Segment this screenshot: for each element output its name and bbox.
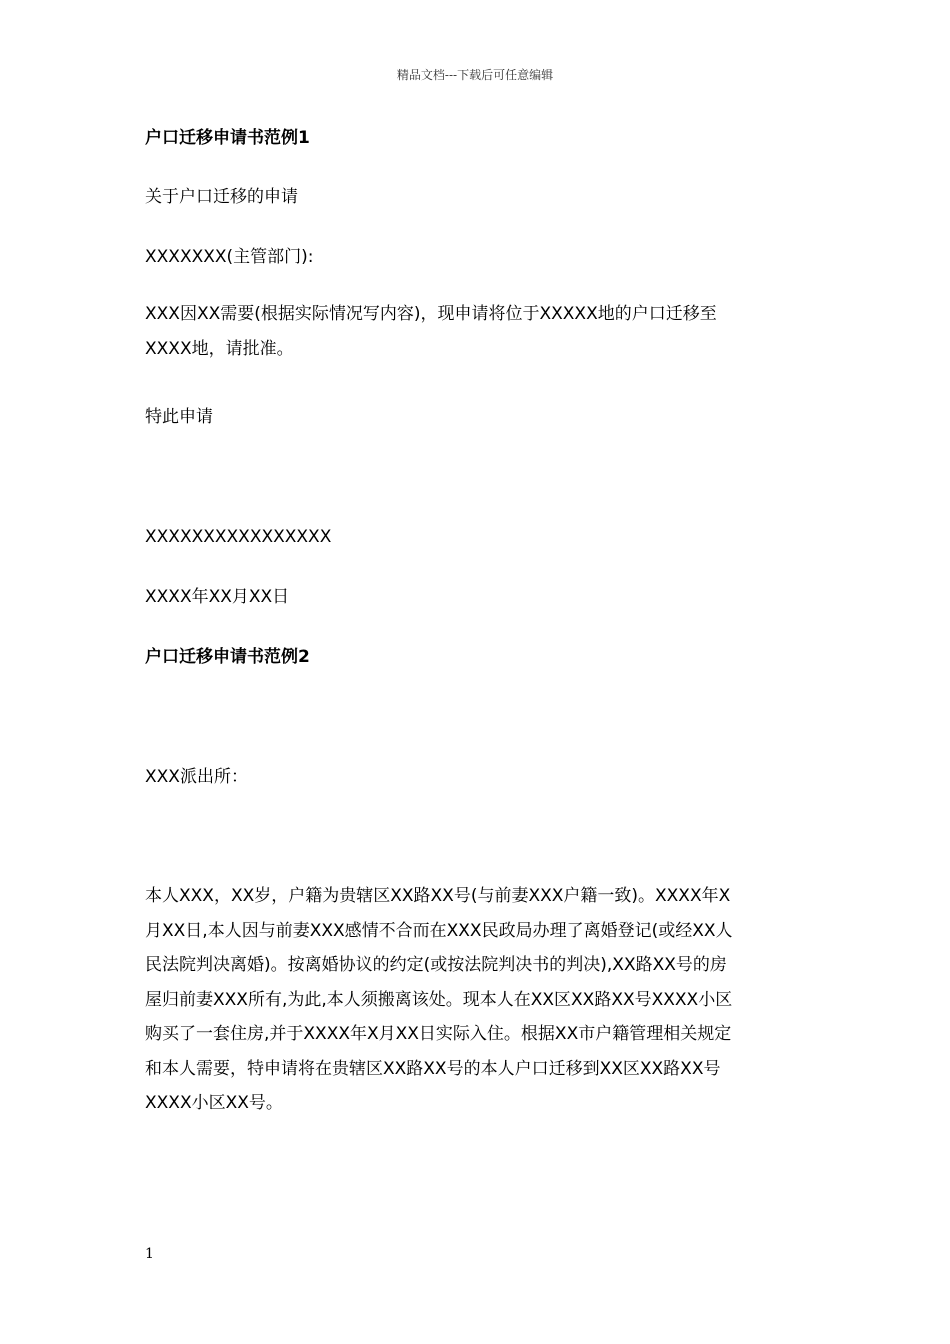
example1-heading: 户口迁移申请书范例1: [145, 128, 310, 148]
page-header: 精品文档---下载后可任意编辑: [396, 68, 554, 82]
example1-addressee: XXXXXXX(主管部门):: [145, 247, 314, 267]
example1-title: 关于户口迁移的申请: [145, 187, 298, 207]
example1-date: XXXX年XX月XX日: [145, 587, 290, 607]
body-line: 本人XXX，XX岁，户籍为贵辖区XX路XX号(与前妻XXX户籍一致)。XXXX年X: [145, 886, 731, 906]
example1-signature: XXXXXXXXXXXXXXXX: [145, 527, 332, 547]
example2-addressee: XXX派出所：: [145, 767, 248, 787]
body-line: 和本人需要，特申请将在贵辖区XX路XX号的本人户口迁移到XX区XX路XX号: [145, 1058, 721, 1079]
body-line: 购买了一套住房,并于XXXX年X月XX日实际入住。根据XX市户籍管理相关规定: [145, 1024, 732, 1044]
page-number: 1: [145, 1246, 154, 1262]
body-line: 月XX日,本人因与前妻XXX感情不合而在XXX民政局办理了离婚登记(或经XX人: [145, 920, 733, 941]
body-line: XXX因XX需要(根据实际情况写内容)，现申请将位于XXXXX地的户口迁移至: [145, 304, 717, 324]
body-line: 民法院判决离婚)。按离婚协议的约定(或按法院判决书的判决),XX路XX号的房: [145, 955, 727, 975]
example1-closing: 特此申请: [145, 407, 213, 427]
example2-body: [145, 879, 813, 1121]
body-line: 屋归前妻XXX所有,为此,本人须搬离该处。现本人在XX区XX路XX号XXXX小区: [145, 989, 733, 1010]
example1-body: [145, 297, 813, 366]
body-line: XXXX小区XX号。: [145, 1093, 283, 1113]
body-line: XXXX地，请批准。: [145, 338, 294, 359]
example2-heading: 户口迁移申请书范例2: [145, 647, 310, 667]
